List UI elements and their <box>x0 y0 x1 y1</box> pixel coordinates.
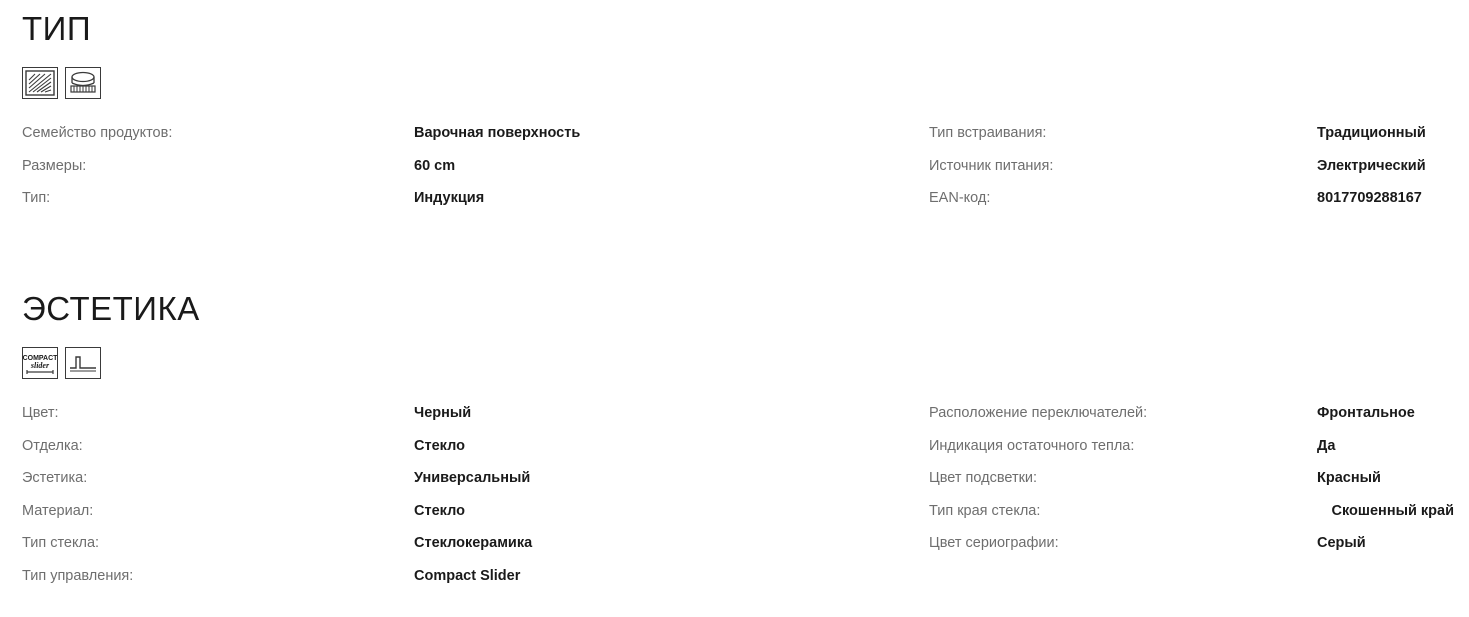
spec-value: Стекло <box>414 502 465 519</box>
section-type <box>0 12 1469 217</box>
spec-value: Стекло <box>414 437 465 454</box>
spec-label: EAN-код: <box>929 190 991 206</box>
spec-value: Красный <box>1317 470 1381 486</box>
svg-text:slider: slider <box>30 361 50 370</box>
specs-column-right <box>929 397 1454 560</box>
section-icon-row <box>0 347 1469 379</box>
spec-label: Эстетика: <box>22 470 88 486</box>
specs-column-left <box>22 397 912 592</box>
spec-label: Семейство продуктов: <box>22 125 173 141</box>
spec-row <box>929 182 1454 215</box>
compact-slider-icon <box>22 347 58 379</box>
section-title: ТИП <box>22 10 92 47</box>
bevelled-edge-icon <box>65 347 101 379</box>
section-icon-row <box>0 67 1469 99</box>
spec-label: Отделка: <box>22 437 83 454</box>
spec-label: Тип встраивания: <box>929 125 1047 141</box>
spec-value: Традиционный <box>1317 125 1426 141</box>
specs-column-right <box>929 117 1454 215</box>
spec-row <box>22 495 912 528</box>
specs-columns <box>0 117 1469 217</box>
spec-row <box>22 117 912 150</box>
spec-value: Универсальный <box>414 470 531 486</box>
spec-row <box>929 117 1454 150</box>
spec-row <box>929 462 1454 495</box>
spec-label: Тип управления: <box>22 567 134 584</box>
spec-value: Индукция <box>414 190 485 206</box>
spec-row <box>22 182 912 215</box>
spec-label: Цвет сериографии: <box>929 535 1059 551</box>
spec-value: 60 cm <box>414 157 456 174</box>
spec-value: Варочная поверхность <box>414 125 581 141</box>
spec-value: 8017709288167 <box>1317 190 1422 206</box>
spec-label: Размеры: <box>22 157 87 174</box>
spec-value: Серый <box>1317 535 1366 551</box>
specs-column-left <box>22 117 912 215</box>
spec-value: Скошенный край <box>1331 502 1454 519</box>
spec-row <box>929 397 1454 430</box>
spec-label: Источник питания: <box>929 157 1054 174</box>
specs-columns <box>0 397 1469 597</box>
spec-label: Цвет подсветки: <box>929 470 1038 486</box>
spec-row <box>929 527 1454 560</box>
spec-label: Цвет: <box>22 405 59 421</box>
section-title: ЭСТЕТИКА <box>22 290 200 327</box>
spec-row <box>22 397 912 430</box>
section-aesthetics <box>0 292 1469 597</box>
spec-label: Материал: <box>22 502 94 519</box>
spec-row <box>929 150 1454 183</box>
spec-row <box>22 560 912 593</box>
spec-label: Индикация остаточного тепла: <box>929 437 1135 454</box>
spec-value: Черный <box>414 405 472 421</box>
spec-value: Электрический <box>1317 157 1426 174</box>
spec-row <box>929 495 1454 528</box>
spec-label: Тип стекла: <box>22 535 100 551</box>
spec-row <box>22 527 912 560</box>
svg-text:COMPACT: COMPACT <box>23 355 57 362</box>
hob-surface-icon <box>22 67 58 99</box>
spec-value: Да <box>1317 437 1336 454</box>
spec-value: Стеклокерамика <box>414 535 533 551</box>
spec-label: Тип края стекла: <box>929 502 1041 519</box>
spec-value: Compact Slider <box>414 567 521 584</box>
spec-label: Тип: <box>22 190 51 206</box>
spec-value: Фронтальное <box>1317 405 1415 421</box>
spec-row <box>22 430 912 463</box>
spec-row <box>22 462 912 495</box>
spec-label: Расположение переключателей: <box>929 405 1148 421</box>
spec-row <box>929 430 1454 463</box>
spec-row <box>22 150 912 183</box>
induction-coil-icon <box>65 67 101 99</box>
